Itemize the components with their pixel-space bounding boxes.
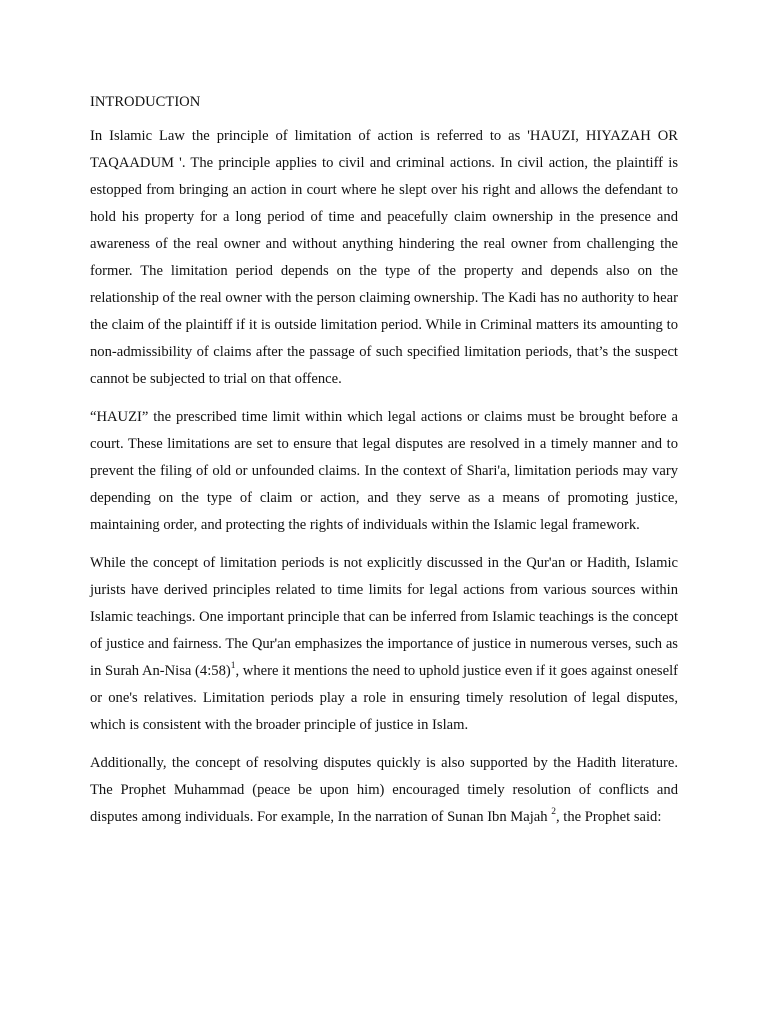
paragraph-1: In Islamic Law the principle of limitation of action is referred to as 'HAUZI, HIYAZAH OR TAQAADUM '. The principle applies to civil and criminal actions. In civil action, the plaintiff is estopped from bringing an action in court where he slept over his right and allows the defendant to hold his property for a long period of time and peacefully claim ownership in the presence and awareness of the real owner and without anything hindering the real owner from challenging the former. The limitation period depends on the type of the property and depends also on the relationship of the real owner with the person claiming ownership. The Kadi has no authority to hear the claim of the plaintiff if it is outside limitation period. While in Criminal matters its amounting to non-admissibility of claims after the passage of such specified limitation periods, that’s the suspect cannot be subjected to trial on that offence. [90, 128, 678, 387]
footnote-ref-1: 1 [230, 661, 236, 672]
paragraph-4-text-end: , the Prophet said: [556, 809, 662, 825]
footnote-ref-2: 2 [551, 807, 556, 818]
paragraph-2: “HAUZI” the prescribed time limit within which legal actions or claims must be brought before a court. These limitations are set to ensure that legal disputes are resolved in a timely manner and to prevent the filing of old or unfounded claims. In the context of Shari'a, limitation periods may vary depending on the type of claim or action, and they serve as a means of promoting justice, maintaining order, and protecting the rights of individuals within the Islamic legal framework. [90, 409, 678, 533]
paragraph-3-text-end: , where it mentions the need to uphold justice even if it goes against oneself or one's relatives. Limitation periods play a role in ensuring timely resolution of legal disputes, which is consistent with the broader principle of justice in Islam. [90, 663, 678, 733]
document-body [90, 92, 678, 842]
paragraph-3-text-start: While the concept of limitation periods is not explicitly discussed in the Qur'an or Hadith, Islamic jurists have derived principles related to time limits for legal actions from various sources within Islamic teachings. One important principle that can be inferred from Islamic teachings is the concept of justice and fairness. The Qur'an emphasizes the importance of justice in numerous verses, such as in Surah An-Nisa (4:58) [90, 555, 678, 679]
paragraph-4-text-start: Additionally, the concept of resolving disputes quickly is also supported by the Hadith literature. The Prophet Muhammad (peace be upon him) encouraged timely resolution of conflicts and disputes among individuals. For example, In the narration of Sunan Ibn Majah [90, 755, 678, 825]
section-heading: INTRODUCTION [90, 94, 201, 110]
paragraph-3 [90, 550, 678, 739]
paragraph-4 [90, 750, 678, 831]
